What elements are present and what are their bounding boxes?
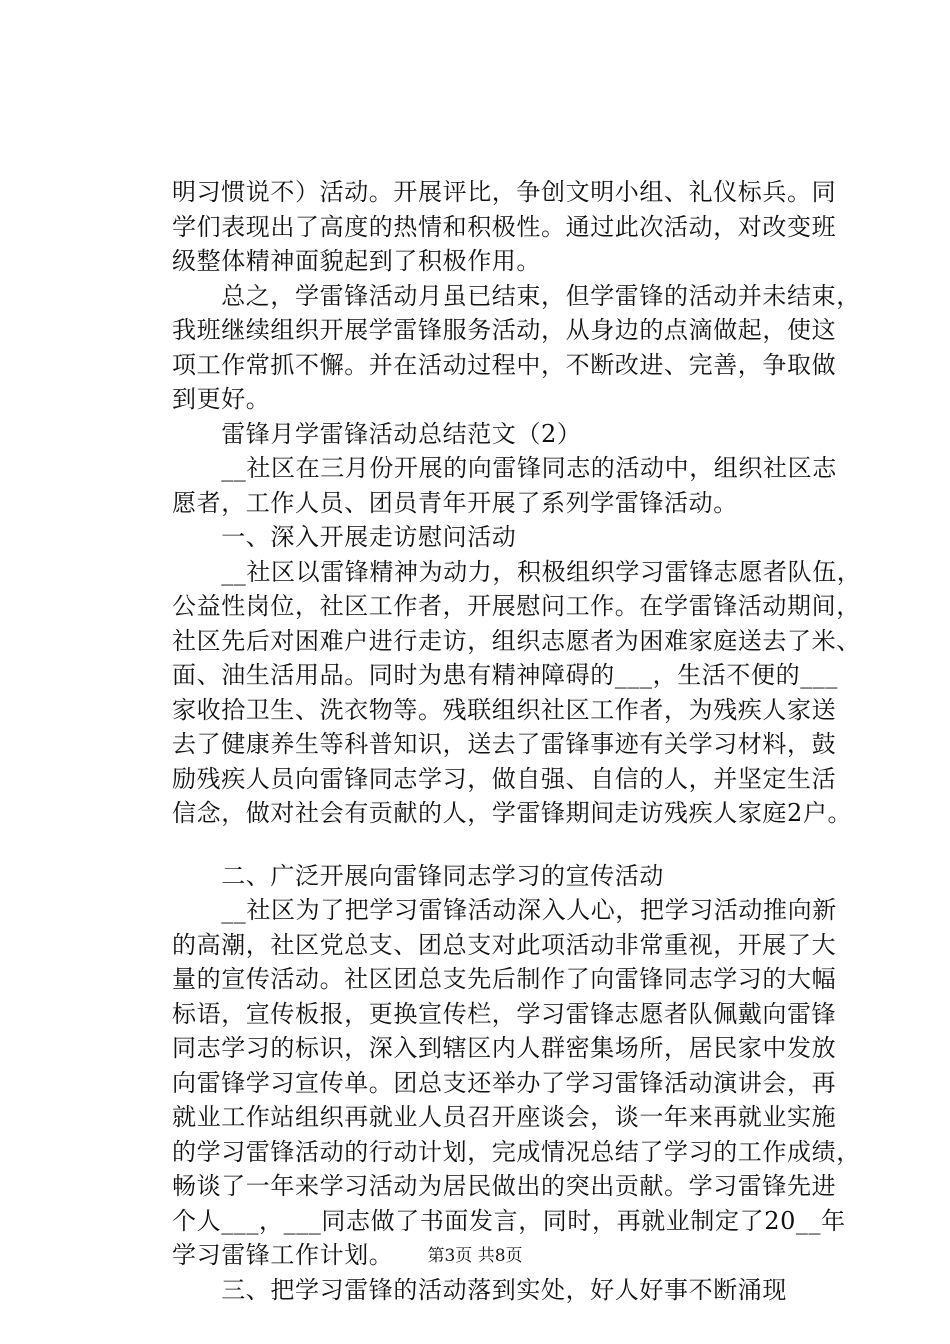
text-line: __社区以雷锋精神为动力，积极组织学习雷锋志愿者队伍，	[172, 557, 862, 586]
text-line: 去了健康养生等科普知识，送去了雷锋事迹有关学习材料，鼓	[172, 730, 837, 758]
text-line: 我班继续组织开展学雷锋服务活动，从身边的点滴做起，使这	[172, 316, 837, 344]
text-line: 向雷锋学习宣传单。团总支还举办了学习雷锋活动演讲会，再	[172, 1068, 837, 1097]
text-line: __社区在三月份开展的向雷锋同志的活动中，组织社区志	[172, 454, 837, 482]
text-line: 明习惯说不）活动。开展评比，争创文明小组、礼仪标兵。同	[172, 178, 837, 206]
text-line: 公益性岗位，社区工作者，开展慰问工作。在学雷锋活动期间，	[172, 592, 861, 620]
page-number-footer: 第3页 共8页	[427, 1246, 523, 1266]
text-line: 愿者，工作人员、团员青年开展了系列学雷锋活动。	[172, 488, 738, 517]
text-line: 信念，做对社会有贡献的人，学雷锋期间走访残疾人家庭2户。	[172, 799, 853, 827]
text-line: 学们表现出了高度的热情和积极性。通过此次活动，对改变班	[172, 212, 837, 241]
section-title: 雷锋月学雷锋活动总结范文（2）	[172, 419, 582, 448]
text-line: __社区为了把学习雷锋活动深入人心，把学习活动推向新	[172, 896, 837, 924]
text-line: 项工作常抓不懈。并在活动过程中，不断改进、完善，争取做	[172, 350, 837, 379]
section-heading: 二、广泛开展向雷锋同志学习的宣传活动	[172, 861, 664, 890]
section-heading: 一、深入开展走访慰问活动	[172, 523, 517, 551]
text-line: 就业工作站组织再就业人员召开座谈会，谈一年来再就业实施	[172, 1103, 837, 1131]
text-line: 励残疾人员向雷锋同志学习，做自强、自信的人，并坚定生活	[172, 764, 837, 793]
text-line: 级整体精神面貌起到了积极作用。	[172, 247, 541, 275]
text-line: 总之，学雷锋活动月虽已结束，但学雷锋的活动并未结束，	[172, 281, 861, 310]
section-heading: 三、把学习雷锋的活动落到实处，好人好事不断涌现	[172, 1275, 787, 1304]
text-line: 畅谈了一年来学习活动为居民做出的突出贡献。学习雷锋先进	[172, 1172, 837, 1200]
text-line: 学习雷锋工作计划。	[172, 1241, 394, 1269]
text-line: 标语，宣传板报，更换宣传栏，学习雷锋志愿者队佩戴向雷锋	[172, 999, 837, 1028]
text-line: 的学习雷锋活动的行动计划，完成情况总结了学习的工作成绩，	[172, 1137, 861, 1166]
paragraph-gap	[172, 831, 842, 859]
text-line: 量的宣传活动。社区团总支先后制作了向雷锋同志学习的大幅	[172, 965, 837, 993]
text-line: 个人___，___同志做了书面发言，同时，再就业制定了20__年	[172, 1206, 846, 1235]
document-body	[172, 175, 862, 1307]
text-line: 的高潮，社区党总支、团总支对此项活动非常重视，开展了大	[172, 930, 837, 959]
text-line: 家收拾卫生、洗衣物等。残联组织社区工作者，为残疾人家送	[172, 695, 837, 724]
text-line: 同志学习的标识，深入到辖区内人群密集场所，居民家中发放	[172, 1034, 837, 1062]
text-line: 面、油生活用品。同时为患有精神障碍的___，生活不便的___	[172, 661, 838, 689]
text-line: 社区先后对困难户进行走访，组织志愿者为困难家庭送去了米、	[172, 626, 861, 655]
text-line: 到更好。	[172, 385, 271, 413]
